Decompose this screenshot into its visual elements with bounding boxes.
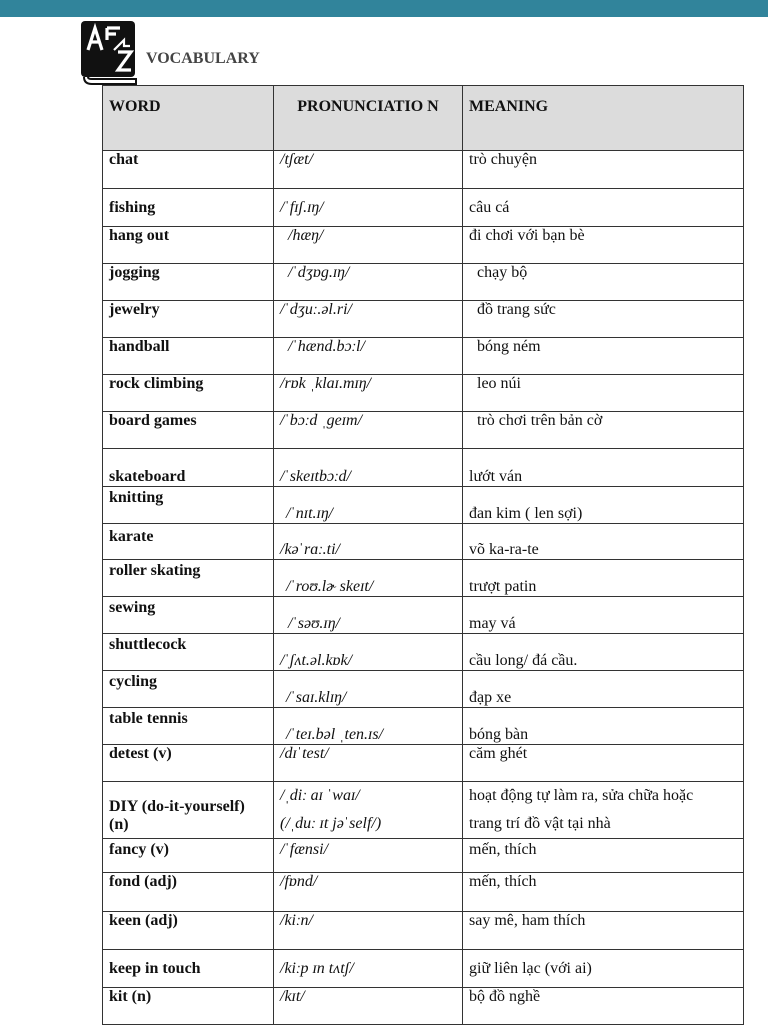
table-row [103,487,744,524]
meaning-cell: say mê, ham thích [463,912,744,950]
word-cell: shuttlecock [103,634,274,671]
table-header-row [103,86,744,151]
pronunciation-cell: /ˈdʒuː.əl.ri/ [274,301,463,338]
meaning-cell: mến, thích [463,873,744,912]
meaning-cell: may vá [463,597,744,634]
table-row [103,782,744,839]
a-z-dictionary-icon [80,20,138,86]
pronunciation-cell: /tʃæt/ [274,151,463,189]
meaning-cell: mến, thích [463,839,744,873]
word-cell: cycling [103,671,274,708]
pronunciation-cell: /ˈnɪt.ɪŋ/ [274,487,463,524]
pronunciation-cell: /ˈteɪ.bəl ˌten.ɪs/ [274,708,463,745]
meaning-cell: cầu long/ đá cầu. [463,634,744,671]
pronunciation-cell: /ˈʃʌt.əl.kɒk/ [274,634,463,671]
table-row [103,988,744,1025]
pronunciation-cell: /kəˈrɑː.ti/ [274,524,463,560]
table-row [103,634,744,671]
word-cell: skateboard [103,449,274,487]
meaning-cell: bóng ném [463,338,744,375]
pronunciation-cell: /kiːp ɪn tʌtʃ/ [274,950,463,988]
word-cell: board games [103,412,274,449]
pronunciation-cell: /ˈsaɪ.klɪŋ/ [274,671,463,708]
word-cell: handball [103,338,274,375]
word-cell: keep in touch [103,950,274,988]
word-cell: fishing [103,189,274,227]
meaning-line: hoạt động tự làm ra, sửa chữa hoặc [469,787,694,804]
meaning-cell: trò chuyện [463,151,744,189]
meaning-cell: chạy bộ [463,264,744,301]
table-row [103,264,744,301]
pronunciation-cell: /ˈsəʊ.ɪŋ/ [274,597,463,634]
meaning-cell: bộ đồ nghề [463,988,744,1025]
table-row [103,375,744,412]
word-cell: kit (n) [103,988,274,1025]
table-row [103,412,744,449]
pronunciation-cell: /kɪt/ [274,988,463,1025]
meaning-line: trang trí đồ vật tại nhà [469,815,611,832]
vocabulary-table [102,85,744,1025]
table-row [103,338,744,375]
word-cell: hang out [103,227,274,264]
word-cell: sewing [103,597,274,634]
table-row [103,151,744,189]
meaning-cell: câu cá [463,189,744,227]
pronunciation-cell: /fɒnd/ [274,873,463,912]
word-cell: keen (adj) [103,912,274,950]
table-row [103,227,744,264]
meaning-cell: đạp xe [463,671,744,708]
word-cell: table tennis [103,708,274,745]
word-cell: fond (adj) [103,873,274,912]
pronunciation-cell: /ˈfænsi/ [274,839,463,873]
table-row [103,745,744,782]
table-row [103,301,744,338]
pronunciation-cell [274,782,463,839]
meaning-cell: đan kim ( len sợi) [463,487,744,524]
table-row [103,912,744,950]
pronunciation-cell: /ˈskeɪtbɔːd/ [274,449,463,487]
pronunciation-cell: /ˈbɔːd ˌgeɪm/ [274,412,463,449]
meaning-cell: đồ trang sức [463,301,744,338]
word-cell: jogging [103,264,274,301]
pronunciation-line: /ˌdiː aɪ ˈwaɪ/ [280,787,360,804]
meaning-cell: võ ka-ra-te [463,524,744,560]
meaning-cell: đi chơi với bạn bè [463,227,744,264]
word-cell: rock climbing [103,375,274,412]
section-heading: VOCABULARY [146,50,260,67]
word-cell: chat [103,151,274,189]
meaning-cell [463,782,744,839]
table-row [103,189,744,227]
word-cell: DIY (do-it-yourself) (n) [103,782,274,839]
meaning-cell: căm ghét [463,745,744,782]
header-pronunciation: PRONUNCIATIO N [274,86,463,151]
table-row [103,950,744,988]
table-row [103,873,744,912]
word-cell: karate [103,524,274,560]
table-row [103,597,744,634]
table-row [103,560,744,597]
table-row [103,524,744,560]
top-banner-bar [0,0,768,17]
pronunciation-cell: /dɪˈtest/ [274,745,463,782]
meaning-cell: trượt patin [463,560,744,597]
header-word: WORD [103,86,274,151]
meaning-cell: lướt ván [463,449,744,487]
meaning-cell: bóng bàn [463,708,744,745]
table-row [103,449,744,487]
word-cell: knitting [103,487,274,524]
table-row [103,839,744,873]
pronunciation-cell: /rɒk ˌklaɪ.mɪŋ/ [274,375,463,412]
pronunciation-cell: /kiːn/ [274,912,463,950]
table-row [103,671,744,708]
word-cell: jewelry [103,301,274,338]
word-cell: detest (v) [103,745,274,782]
header-meaning: MEANING [463,86,744,151]
word-cell: fancy (v) [103,839,274,873]
table-row [103,708,744,745]
pronunciation-cell: /hæŋ/ [274,227,463,264]
meaning-cell: giữ liên lạc (với ai) [463,950,744,988]
pronunciation-cell: /ˈhænd.bɔːl/ [274,338,463,375]
meaning-cell: trò chơi trên bản cờ [463,412,744,449]
pronunciation-cell: /ˈfɪʃ.ɪŋ/ [274,189,463,227]
meaning-cell: leo núi [463,375,744,412]
pronunciation-cell: /ˈroʊ.lɚ skeɪt/ [274,560,463,597]
word-cell: roller skating [103,560,274,597]
pronunciation-cell: /ˈdʒɒg.ɪŋ/ [274,264,463,301]
pronunciation-alt-line: (/ˌduː ɪt jəˈself/) [280,815,382,832]
